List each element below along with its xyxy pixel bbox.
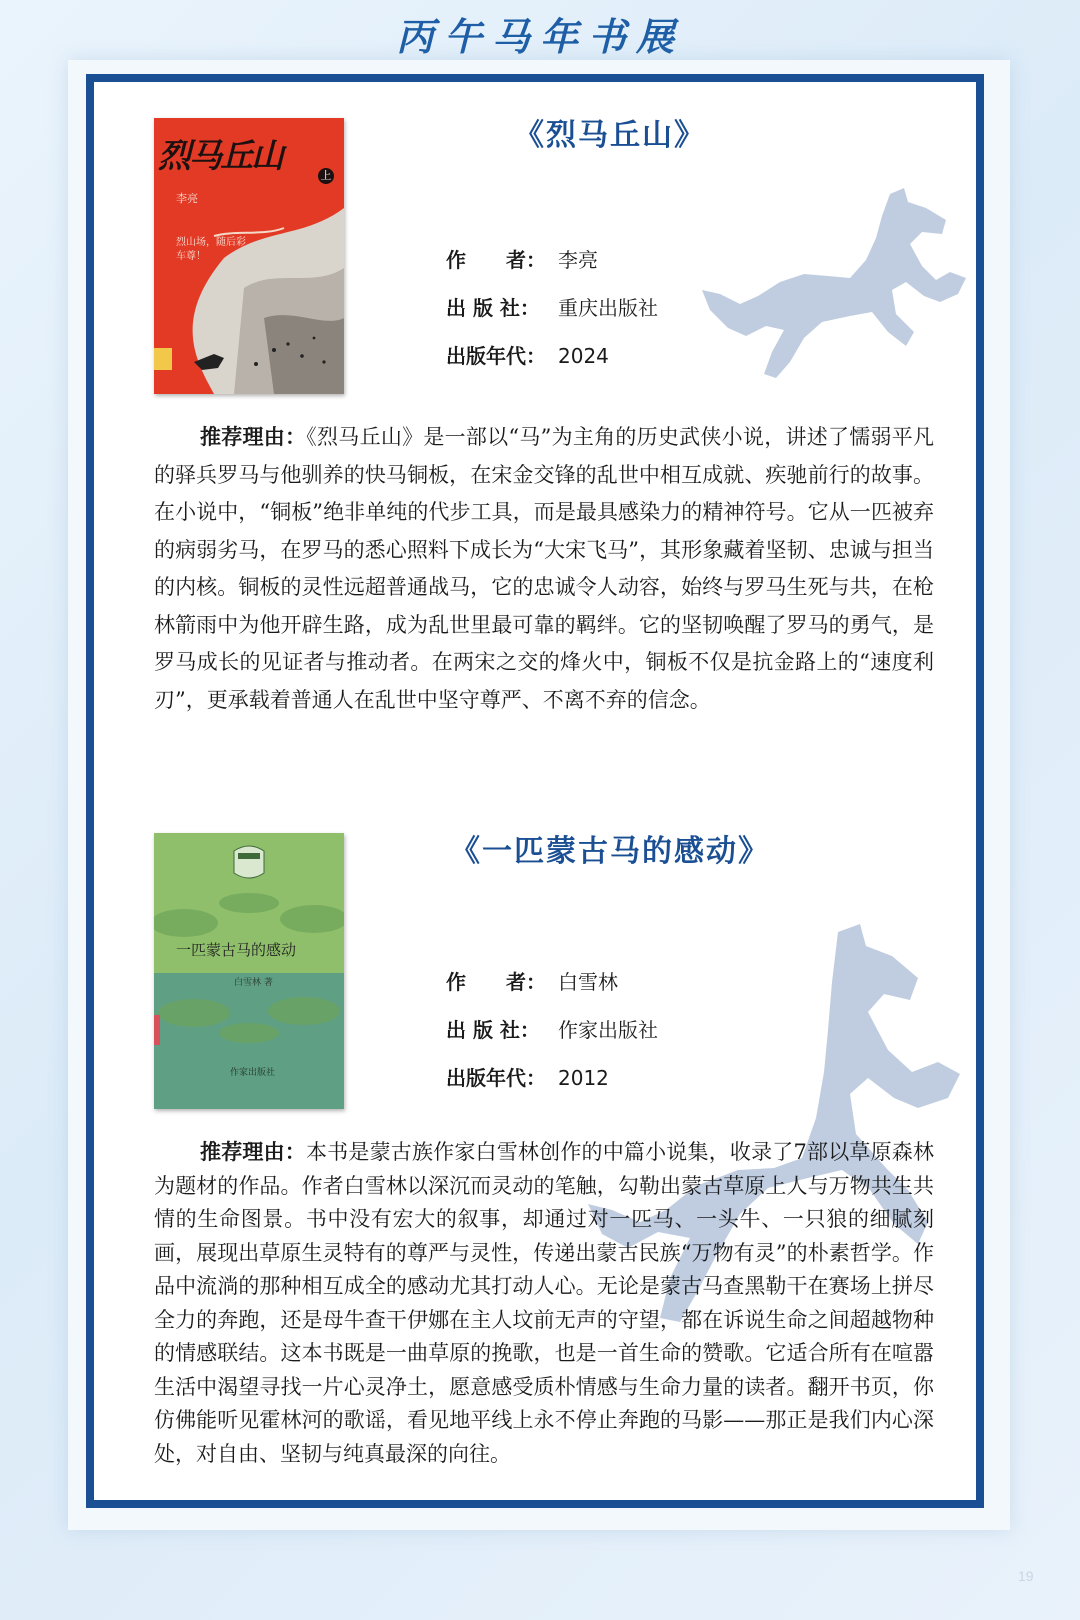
year-row	[446, 332, 658, 380]
author-value: 李亮	[558, 248, 598, 272]
reason-label: 推荐理由：	[200, 425, 307, 449]
author-row	[446, 958, 658, 1006]
recommendation-2	[154, 1136, 934, 1471]
cover-title-1: 烈马丘山	[158, 136, 282, 175]
year-label: 出版年代：	[446, 1066, 546, 1090]
publisher-value: 重庆出版社	[558, 296, 658, 320]
book-title-1: 《烈马丘山》	[514, 118, 706, 153]
book-cover-2	[154, 833, 344, 1109]
year-value: 2012	[558, 1066, 609, 1090]
publisher-row	[446, 1006, 658, 1054]
cover-tagline-1: 烈山场，随后彩车尊！	[176, 237, 246, 262]
publisher-label: 出 版 社：	[446, 1018, 540, 1042]
year-label: 出版年代：	[446, 344, 546, 368]
book-cover-1	[154, 118, 344, 394]
author-label: 作 者：	[446, 248, 546, 272]
year-value: 2024	[558, 344, 609, 368]
cover-volume-1: 上	[318, 168, 334, 184]
page-number: 19	[1018, 1568, 1034, 1584]
reason-text: 本书是蒙古族作家白雪林创作的中篇小说集，收录了7部以草原森林为题材的作品。作者白雪林以深沉而灵动的笔触，勾勒出蒙古草原上人与万物共生共情的生命图景。书中没有宏大的叙事，却通过对一匹马、一头牛、一只狼的细腻刻画，展现出草原生灵特有的尊严与灵性，传递出蒙古民族“万物有灵”的朴素哲学。作品中流淌的那种相互成全的感动尤其打动人心。无论是蒙古马查黑勒干在赛场上拼尽全力的奔跑，还是母牛查干伊娜在主人坟前无声的守望，都在诉说生命之间超越物种的情感联结。这本书既是一曲草原的挽歌，也是一首生命的赞歌。它适合所有在喧嚣生活中渴望寻找一片心灵净土，愿意感受质朴情感与生命力量的读者。翻开书页，你仿佛能听见霍林河的歌谣，看见地平线上永不停止奔跑的马影——那正是我们内心深处，对自由、坚韧与纯真最深的向往。	[154, 1140, 935, 1466]
cover-author-2: 白雪林 著	[234, 978, 273, 988]
author-label: 作 者：	[446, 970, 546, 994]
author-row	[446, 236, 658, 284]
cover-publisher-2: 作家出版社	[230, 1068, 276, 1078]
cover-author-1: 李亮	[176, 192, 198, 205]
publisher-row	[446, 284, 658, 332]
recommendation-1	[154, 419, 934, 719]
book-meta-1	[446, 236, 658, 380]
publisher-value: 作家出版社	[558, 1018, 658, 1042]
cover-title-2: 一匹蒙古马的感动	[176, 941, 297, 959]
book-title-2: 《一匹蒙古马的感动》	[450, 834, 770, 869]
author-value: 白雪林	[558, 970, 618, 994]
horse-watermark-icon	[700, 186, 980, 396]
reason-label: 推荐理由：	[200, 1140, 306, 1164]
reason-text: 《烈马丘山》是一部以“马”为主角的历史武侠小说，讲述了懦弱平凡的驿兵罗马与他驯养的快马铜板，在宋金交锋的乱世中相互成就、疾驰前行的故事。在小说中，“铜板”绝非单纯的代步工具，而是最具感染力的精神符号。它从一匹被弃的病弱劣马，在罗马的悉心照料下成长为“大宋飞马”，其形象藏着坚韧、忠诚与担当的内核。铜板的灵性远超普通战马，它的忠诚令人动容，始终与罗马生死与共，在枪林箭雨中为他开辟生路，成为乱世里最可靠的羁绊。它的坚韧唤醒了罗马的勇气，是罗马成长的见证者与推动者。在两宋之交的烽火中，铜板不仅是抗金路上的“速度利刃”，更承载着普通人在乱世中坚守尊严、不离不弃的信念。	[154, 425, 934, 712]
exhibition-title: 丙午马年书展	[395, 17, 684, 59]
book-meta-2	[446, 958, 658, 1102]
year-row	[446, 1054, 658, 1102]
publisher-label: 出 版 社：	[446, 296, 540, 320]
